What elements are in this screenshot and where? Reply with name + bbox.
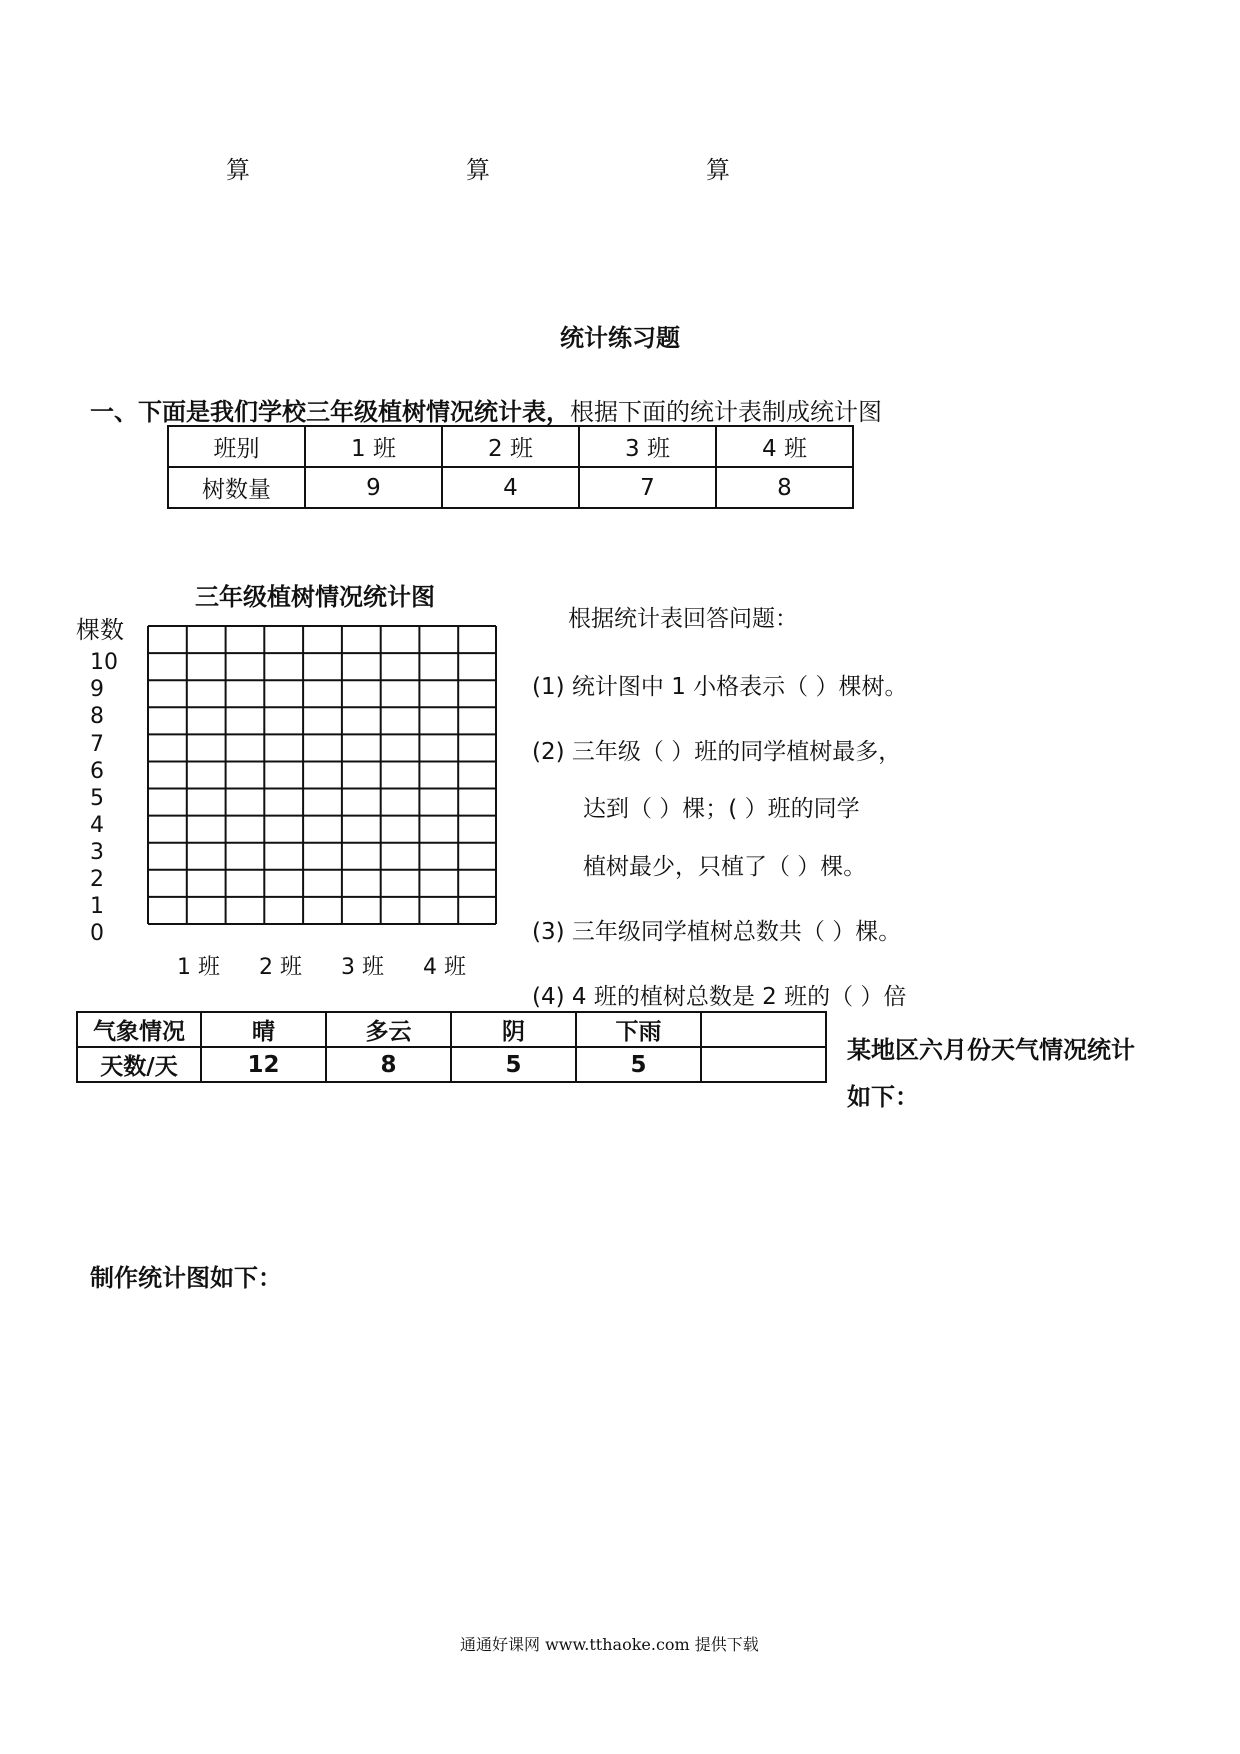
x-tick: 1 班 [177,955,220,980]
question-2-line-2: 达到（ ）棵；( ）班的同学 [583,796,860,822]
y-axis-label: 棵数 [76,616,124,644]
y-tick: 7 [90,732,104,757]
table-cell: 12 [201,1047,326,1082]
table-cell: 树数量 [168,467,305,508]
table-cell: 8 [326,1047,451,1082]
table-cell: 班别 [168,426,305,467]
table-cell: 2 班 [442,426,579,467]
y-tick: 6 [90,759,104,784]
make-chart-label: 制作统计图如下： [90,1264,282,1292]
table-row [77,1047,826,1082]
empty-chart-grid [146,624,498,926]
table-cell: 阴 [451,1012,576,1047]
table-cell: 多云 [326,1012,451,1047]
x-tick: 3 班 [341,955,384,980]
y-tick: 0 [90,921,104,946]
table-cell: 7 [579,467,716,508]
tree-chart-title: 三年级植树情况统计图 [195,583,435,611]
y-tick: 8 [90,704,104,729]
table-cell: 5 [451,1047,576,1082]
question-1: (1) 统计图中 1 小格表示（ ）棵树。 [532,674,908,700]
weather-caption-line-2: 如下： [847,1083,919,1111]
table-cell: 9 [305,467,442,508]
table-cell: 气象情况 [77,1012,201,1047]
section1-heading-bold: 一、下面是我们学校三年级植树情况统计表， [90,398,570,426]
y-tick: 4 [90,813,104,838]
y-tick: 9 [90,677,104,702]
footer-text: 通通好课网 www.tthaoke.com 提供下载 [460,1635,759,1654]
y-tick: 1 [90,894,104,919]
table-cell: 4 [442,467,579,508]
top-char-3: 算 [706,156,730,184]
table-cell: 天数/天 [77,1047,201,1082]
top-char-1: 算 [226,156,250,184]
section1-heading-rest: 根据下面的统计表制成统计图 [570,398,882,426]
table-cell [701,1047,826,1082]
table-cell: 5 [576,1047,701,1082]
question-4: (4) 4 班的植树总数是 2 班的（ ）倍 [532,984,907,1010]
y-tick: 2 [90,867,104,892]
section1-heading [90,392,882,427]
tree-planting-table [167,425,854,509]
table-cell: 1 班 [305,426,442,467]
table-cell: 晴 [201,1012,326,1047]
weather-caption-line-1: 某地区六月份天气情况统计 [847,1036,1135,1064]
table-cell: 3 班 [579,426,716,467]
question-2-line-1: (2) 三年级（ ）班的同学植树最多， [532,739,902,765]
table-header-row [168,426,853,467]
questions-intro: 根据统计表回答问题： [568,606,798,632]
question-3: (3) 三年级同学植树总数共（ ）棵。 [532,919,902,945]
table-cell: 下雨 [576,1012,701,1047]
y-tick: 10 [90,650,118,675]
y-tick: 3 [90,840,104,865]
table-cell: 4 班 [716,426,853,467]
table-row [168,467,853,508]
question-2-line-3: 植树最少，只植了（ ）棵。 [583,854,867,880]
page-title: 统计练习题 [560,324,680,352]
x-tick: 2 班 [259,955,302,980]
table-cell [701,1012,826,1047]
table-cell: 8 [716,467,853,508]
top-char-2: 算 [466,156,490,184]
weather-table [76,1011,827,1083]
table-header-row [77,1012,826,1047]
question-4-clip [532,978,907,1010]
x-tick: 4 班 [423,955,466,980]
y-tick: 5 [90,786,104,811]
